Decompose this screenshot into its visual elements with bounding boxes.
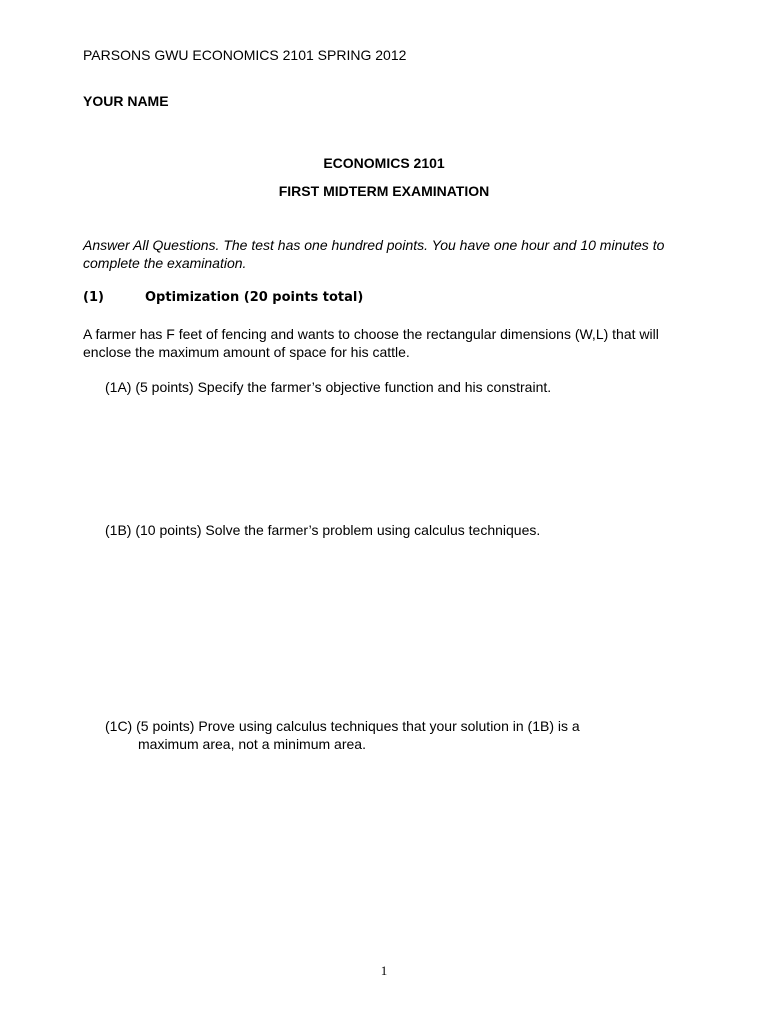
question-1c: [105, 717, 645, 753]
exam-title: ECONOMICS 2101: [323, 155, 445, 171]
page-number: 1: [380, 963, 388, 978]
question-1a: (1A) (5 points) Specify the farmer’s objective function and his constraint.: [105, 379, 552, 395]
exam-instructions: Answer All Questions. The test has one hundred points. You have one hour and 10 minutes to complete the examination.: [83, 237, 665, 271]
course-header: PARSONS GWU ECONOMICS 2101 SPRING 2012: [83, 47, 407, 63]
question-1c-line1: (1C) (5 points) Prove using calculus techniques that your solution in (1B) is a: [105, 718, 580, 734]
section-title: Optimization (20 points total): [145, 290, 364, 305]
question-1b: (1B) (10 points) Solve the farmer’s problem using calculus techniques.: [105, 522, 541, 538]
question-1c-line2: maximum area, not a minimum area.: [138, 736, 366, 752]
exam-subtitle: FIRST MIDTERM EXAMINATION: [278, 183, 490, 199]
section-heading: [83, 289, 363, 307]
section-number: (1): [83, 290, 104, 305]
problem-statement: A farmer has F feet of fencing and wants to choose the rectangular dimensions (W,L) that will enclose the maximum amount of space for his cattle.: [83, 326, 659, 360]
name-label: YOUR NAME: [83, 93, 169, 109]
